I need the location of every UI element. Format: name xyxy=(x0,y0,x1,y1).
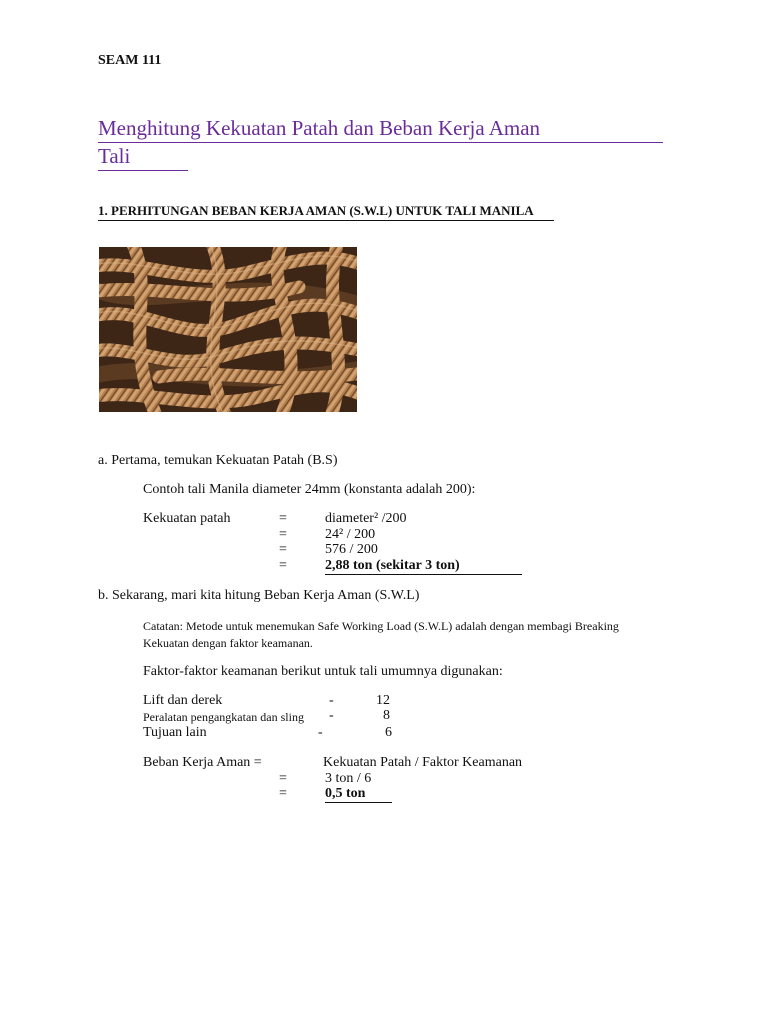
factor-value: 6 xyxy=(385,725,392,740)
factor-value: 12 xyxy=(376,693,390,708)
equals-sign: = xyxy=(279,527,287,542)
course-code: SEAM 111 xyxy=(98,53,162,68)
part-b-heading: b. Sekarang, mari kita hitung Beban Kerja Aman (S.W.L) xyxy=(98,588,420,603)
note-line-1: Catatan: Metode untuk menemukan Safe Working Load (S.W.L) adalah dengan membagi Breaking xyxy=(143,619,619,633)
factor-dash: - xyxy=(329,693,334,708)
factor-value: 8 xyxy=(383,708,390,723)
title-line-1: Menghitung Kekuatan Patah dan Beban Kerja Aman xyxy=(98,115,663,143)
equals-sign: = xyxy=(279,558,287,573)
factor-dash: - xyxy=(318,725,323,740)
formula-step-3: 576 / 200 xyxy=(325,542,378,557)
breaking-strength-result: 2,88 ton (sekitar 3 ton) xyxy=(325,558,522,575)
swl-result: 0,5 ton xyxy=(325,786,392,803)
factor-dash: - xyxy=(329,708,334,723)
page-title xyxy=(98,115,663,171)
breaking-strength-label: Kekuatan patah xyxy=(143,511,231,526)
equals-sign: = xyxy=(279,786,287,801)
factor-label: Tujuan lain xyxy=(143,725,207,740)
swl-step: 3 ton / 6 xyxy=(325,771,372,786)
section-heading: 1. PERHITUNGAN BEBAN KERJA AMAN (S.W.L) UNTUK TALI MANILA xyxy=(98,203,554,221)
factors-intro: Faktor-faktor keamanan berikut untuk tali umumnya digunakan: xyxy=(143,664,503,679)
equals-sign: = xyxy=(279,511,287,526)
formula-step-1: diameter² /200 xyxy=(325,511,407,526)
factor-label: Lift dan derek xyxy=(143,693,223,708)
example-text: Contoh tali Manila diameter 24mm (konstanta adalah 200): xyxy=(143,482,476,497)
equals-sign: = xyxy=(279,771,287,786)
rope-photo xyxy=(99,247,357,412)
equals-sign: = xyxy=(279,542,287,557)
swl-label: Beban Kerja Aman = xyxy=(143,755,262,770)
note-line-2: Kekuatan dengan faktor keamanan. xyxy=(143,636,313,650)
formula-step-2: 24² / 200 xyxy=(325,527,376,542)
title-line-2: Tali xyxy=(98,143,188,171)
swl-formula: Kekuatan Patah / Faktor Keamanan xyxy=(323,755,523,770)
part-a-heading: a. Pertama, temukan Kekuatan Patah (B.S) xyxy=(98,453,338,468)
factor-label: Peralatan pengangkatan dan sling xyxy=(143,710,304,724)
